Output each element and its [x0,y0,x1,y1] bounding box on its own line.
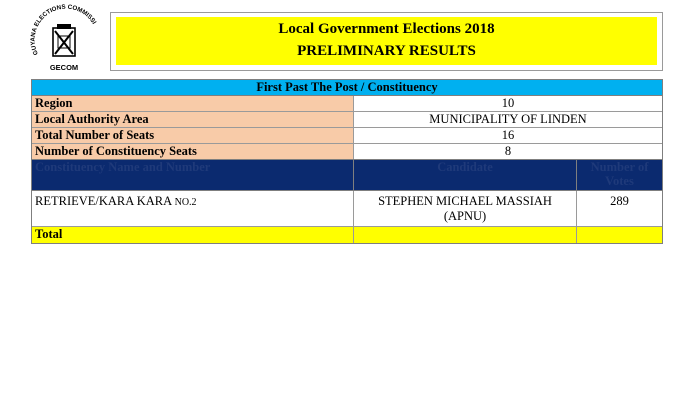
table-row [32,191,662,227]
info-value: 8 [354,144,662,159]
total-label: Total [32,227,354,243]
section-title: First Past The Post / Constituency [32,80,662,96]
info-row-total-seats [32,128,662,144]
header-box [110,12,663,71]
total-candidate-cell [354,227,577,243]
header-banner [116,17,657,65]
column-header-row [32,160,662,191]
info-row-constituency-seats [32,144,662,160]
page-subtitle: PRELIMINARY RESULTS [297,43,476,59]
info-label: Number of Constituency Seats [32,144,354,159]
gecom-seal-icon [24,4,104,76]
column-header-candidate: Candidate [354,160,577,190]
info-row-local-authority [32,112,662,128]
candidate-party: (APNU) [443,209,487,223]
logo-arc-text: GUYANA ELECTIONS COMMISSI [29,4,98,57]
total-votes-cell [577,227,662,243]
page-title: Local Government Elections 2018 [278,21,495,37]
info-row-region [32,96,662,112]
candidate-name: STEPHEN MICHAEL MASSIAH [378,194,552,208]
votes-cell: 289 [610,194,629,208]
info-label: Region [32,96,354,111]
column-header-votes: Number of Votes [590,160,649,188]
constituency-cell [32,191,354,226]
constituency-number: NO.2 [174,197,197,208]
candidate-cell [354,191,577,226]
column-header-constituency: Constituency Name and Number [32,160,354,190]
info-value: MUNICIPALITY OF LINDEN [354,112,662,127]
total-row [32,227,662,243]
gecom-logo [24,4,104,76]
info-value: 16 [354,128,662,143]
results-table [31,79,663,244]
info-value: 10 [354,96,662,111]
logo-label: GECOM [49,63,79,72]
info-label: Total Number of Seats [32,128,354,143]
constituency-name: RETRIEVE/KARA KARA [35,194,172,208]
info-label: Local Authority Area [32,112,354,127]
